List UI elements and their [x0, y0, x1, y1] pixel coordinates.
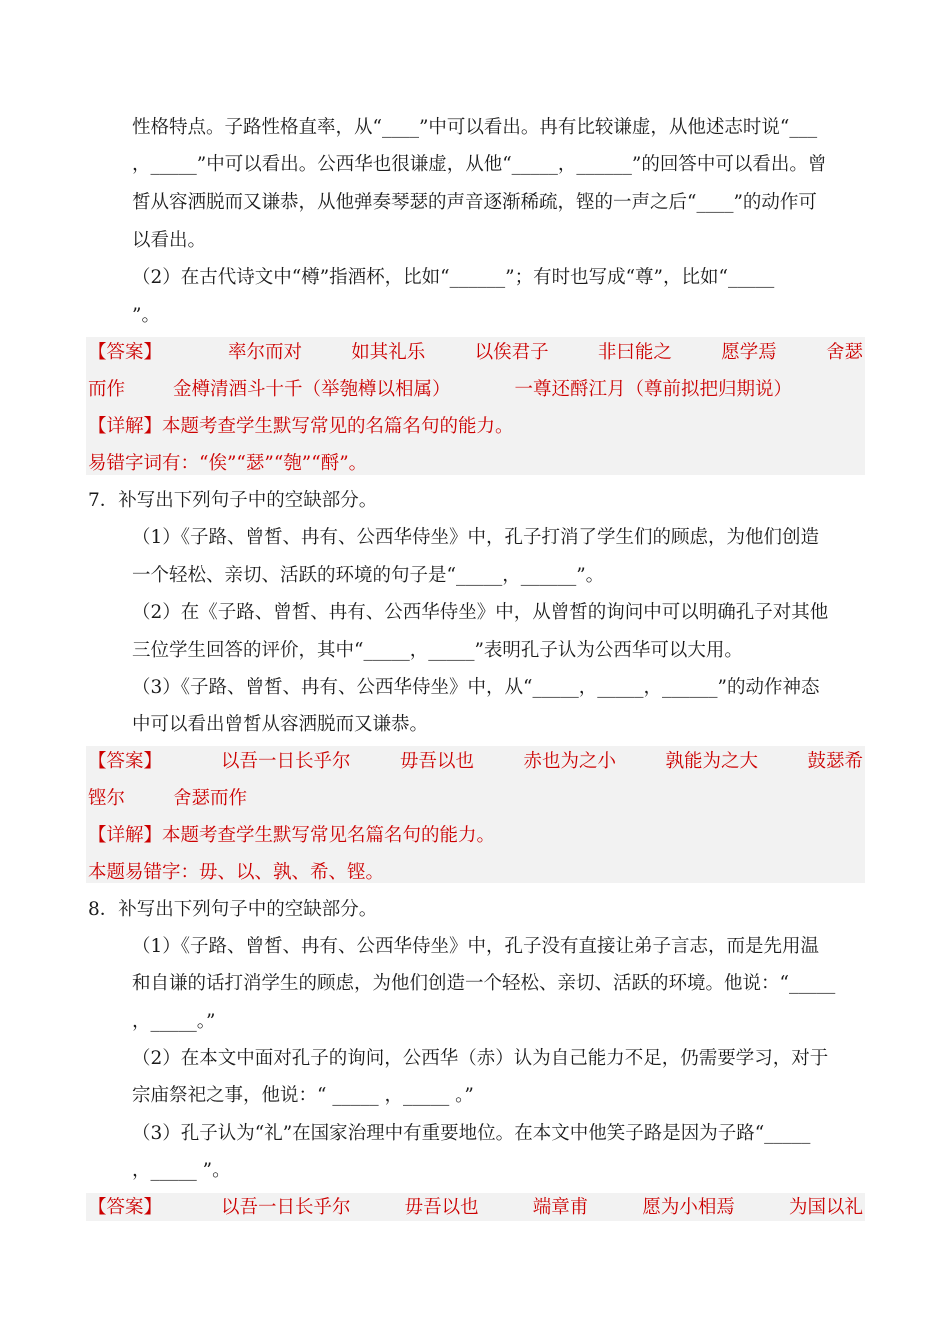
answer-item: 率尔而对	[228, 342, 303, 363]
answer-label: 【答案】	[88, 342, 163, 363]
q8-line-1: （1）《子路、曾皙、冉有、公西华侍坐》中，孔子没有直接让弟子言志，而是先用温	[132, 936, 820, 957]
answer-item: 舍瑟而作	[173, 788, 248, 809]
answer-item: 赤也为之小	[523, 751, 616, 772]
q8-line-4: （2）在本文中面对孔子的询问，公西华（赤）认为自己能力不足，仍需要学习，对于	[132, 1048, 829, 1069]
answer-item: 愿为小相焉	[642, 1197, 735, 1218]
q7-line-5: （3）《子路、曾皙、冉有、公西华侍坐》中，从“_____，_____，______”的动作神态	[132, 677, 820, 698]
q7-answer-row-1	[88, 748, 863, 776]
answer-item: 舍瑟	[825, 342, 863, 363]
q7-line-6: 中可以看出曾皙从容洒脱而又谦恭。	[132, 714, 429, 735]
q6-detail: 【详解】本题考查学生默写常见的名篇名句的能力。	[88, 416, 514, 437]
answer-item: 愿学焉	[721, 342, 777, 363]
answer-item: 以吾一日长乎尔	[221, 751, 351, 772]
q6-answer-row-1	[88, 339, 863, 367]
answer-item: 一尊还酹江月（尊前拟把归期说）	[514, 379, 793, 400]
answer-item: 以吾一日长乎尔	[221, 1197, 351, 1218]
answer-item: 而作	[88, 379, 126, 400]
q8-line-6: （3）孔子认为“礼”在国家治理中有重要地位。在本文中他笑子路是因为子路“_____	[132, 1123, 811, 1144]
answer-item: 非曰能之	[597, 342, 672, 363]
q7-line-2: 一个轻松、亲切、活跃的环境的句子是“_____，______”。	[132, 565, 605, 586]
q7-line-4: 三位学生回答的评价，其中“_____，_____”表明孔子认为公西华可以大用。	[132, 640, 743, 661]
answer-item: 金樽清酒斗十千（举匏樽以相属）	[173, 379, 451, 400]
q6-line-4: 以看出。	[132, 230, 207, 251]
q8-heading: 8．补写出下列句子中的空缺部分。	[88, 899, 378, 920]
q6-line-6: ”。	[132, 305, 160, 326]
q7-typo-note: 本题易错字：毋、以、孰、希、铿。	[88, 862, 385, 883]
q8-line-7: ，_____ ”。	[132, 1160, 231, 1181]
q7-answer-row-2	[88, 785, 863, 813]
answer-item: 孰能为之大	[665, 751, 758, 772]
answer-item: 铿尔	[88, 788, 126, 809]
q6-line-1: 性格特点。子路性格直率，从“____”中可以看出。冉有比较谦虚，从他述志时说“___	[132, 117, 818, 138]
answer-item: 为国以礼	[788, 1197, 863, 1218]
q8-line-3: ，_____。”	[132, 1011, 216, 1032]
answer-item: 如其礼乐	[351, 342, 426, 363]
q8-line-2: 和自谦的话打消学生的顾虑，为他们创造一个轻松、亲切、活跃的环境。他说：“_____	[132, 973, 836, 994]
q7-heading: 7．补写出下列句子中的空缺部分。	[88, 490, 378, 511]
q6-line-3: 皙从容洒脱而又谦恭，从他弹奏琴瑟的声音逐渐稀疏，铿的一声之后“____”的动作可	[132, 192, 817, 213]
answer-label: 【答案】	[88, 1197, 163, 1218]
q7-detail: 【详解】本题考查学生默写常见名篇名句的能力。	[88, 825, 496, 846]
q6-line-2: ，_____”中可以看出。公西华也很谦虚，从他“_____，______”的回答中可以看出。曾	[132, 154, 827, 175]
q8-line-5: 宗庙祭祀之事，他说：“ _____ ，_____ 。”	[132, 1085, 474, 1106]
q6-line-5: （2）在古代诗文中“樽”指酒杯，比如“______”；有时也写成“尊”，比如“_____	[132, 267, 775, 288]
q6-typo-note: 易错字词有：“俟”“瑟”“匏”“酹”。	[88, 453, 368, 474]
answer-item: 以俟君子	[474, 342, 549, 363]
answer-item: 毋吾以也	[399, 751, 474, 772]
q6-answer-row-2	[88, 376, 863, 404]
answer-item: 端章甫	[532, 1197, 589, 1218]
answer-item: 毋吾以也	[404, 1197, 479, 1218]
answer-label: 【答案】	[88, 751, 163, 772]
q7-line-1: （1）《子路、曾皙、冉有、公西华侍坐》中，孔子打消了学生们的顾虑，为他们创造	[132, 527, 820, 548]
answer-item: 鼓瑟希	[807, 751, 863, 772]
q7-line-3: （2）在《子路、曾皙、冉有、公西华侍坐》中，从曾皙的询问中可以明确孔子对其他	[132, 602, 829, 623]
q8-answer-row-1	[88, 1194, 863, 1222]
